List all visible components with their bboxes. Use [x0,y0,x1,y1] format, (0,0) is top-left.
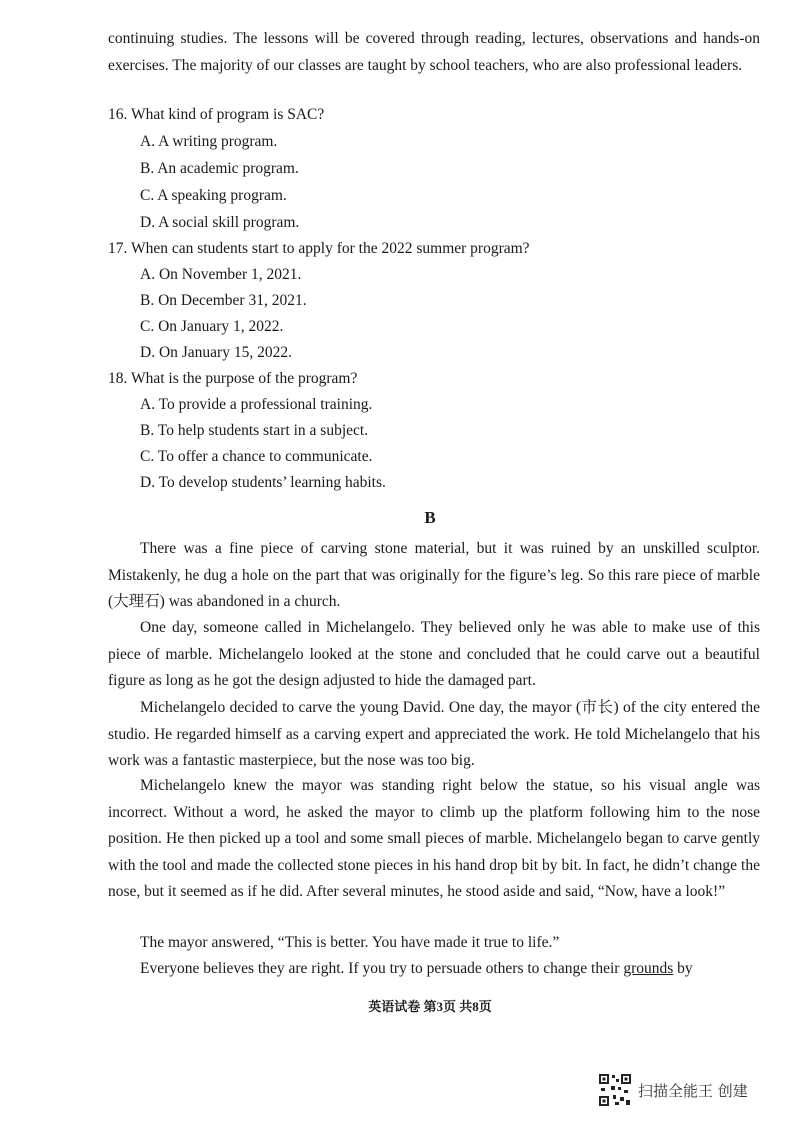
passage-paragraph-5: The mayor answered, “This is better. You have made it true to life.” [140,934,560,951]
passage-paragraph-3: Michelangelo decided to carve the young David. One day, the mayor (市长) of the city entered the studio. He regarded himself as a carving expert and appreciated the work. He told Michelangelo that his work was a fantastic masterpiece, but the nose was too big. [108,699,760,769]
passage-paragraph-2: One day, someone called in Michelangelo. They believed only he was able to make use of this piece of marble. Michelangelo looked at the stone and concluded that he could carve out a beautiful figure as long as he got the design adjusted to hide the damaged part. [108,619,760,689]
option-17b: B. On December 31, 2021. [140,292,307,309]
option-17a: A. On November 1, 2021. [140,266,302,283]
page-footer: 英语试卷 第3页 共8页 [368,999,492,1014]
option-16a: A. A writing program. [140,133,278,150]
question-17: 17. When can students start to apply for the 2022 summer program? [108,240,530,257]
underlined-word-grounds: grounds [623,960,674,977]
passage-paragraph-1: There was a fine piece of carving stone material, but it was ruined by an unskilled sculptor. Mistakenly, he dug a hole on the part that was originally for the figure’s leg. So this rare piece of marble (大理石) was abandoned in a church. [108,540,760,610]
brand-label: 扫描全能王 创建 [638,1081,748,1100]
option-16b: B. An academic program. [140,160,299,177]
question-16: 16. What kind of program is SAC? [108,106,325,123]
option-18a: A. To provide a professional training. [140,396,373,413]
option-18d: D. To develop students’ learning habits. [140,474,386,491]
p6-text-after: by [673,960,693,977]
scanner-watermark [598,1073,748,1107]
option-17d: D. On January 15, 2022. [140,344,292,361]
qr-code-icon [598,1073,632,1107]
option-16c: C. A speaking program. [140,187,287,204]
option-18c: C. To offer a chance to communicate. [140,448,373,465]
option-18b: B. To help students start in a subject. [140,422,369,439]
intro-paragraph: continuing studies. The lessons will be covered through reading, lectures, observations and hands-on exercises. The majority of our classes are taught by school teachers, who are also professional leaders. [108,30,760,74]
option-16d: D. A social skill program. [140,214,300,231]
section-heading: B [424,508,436,527]
option-17c: C. On January 1, 2022. [140,318,284,335]
passage-paragraph-4: Michelangelo knew the mayor was standing right below the statue, so his visual angle was incorrect. Without a word, he asked the mayor to climb up the platform following him to the nose position. He then picked up a tool and some small pieces of marble. Michelangelo began to carve gently with the tool and made the collected stone pieces in his hand drop bit by bit. In fact, he didn’t change the nose, but it seemed as if he did. After several minutes, he stood aside and said, “Now, have a look!” [108,777,760,900]
passage-paragraph-6 [108,956,760,983]
p6-text-before: Everyone believes they are right. If you try to persuade others to change their [140,960,624,977]
question-18: 18. What is the purpose of the program? [108,370,358,387]
